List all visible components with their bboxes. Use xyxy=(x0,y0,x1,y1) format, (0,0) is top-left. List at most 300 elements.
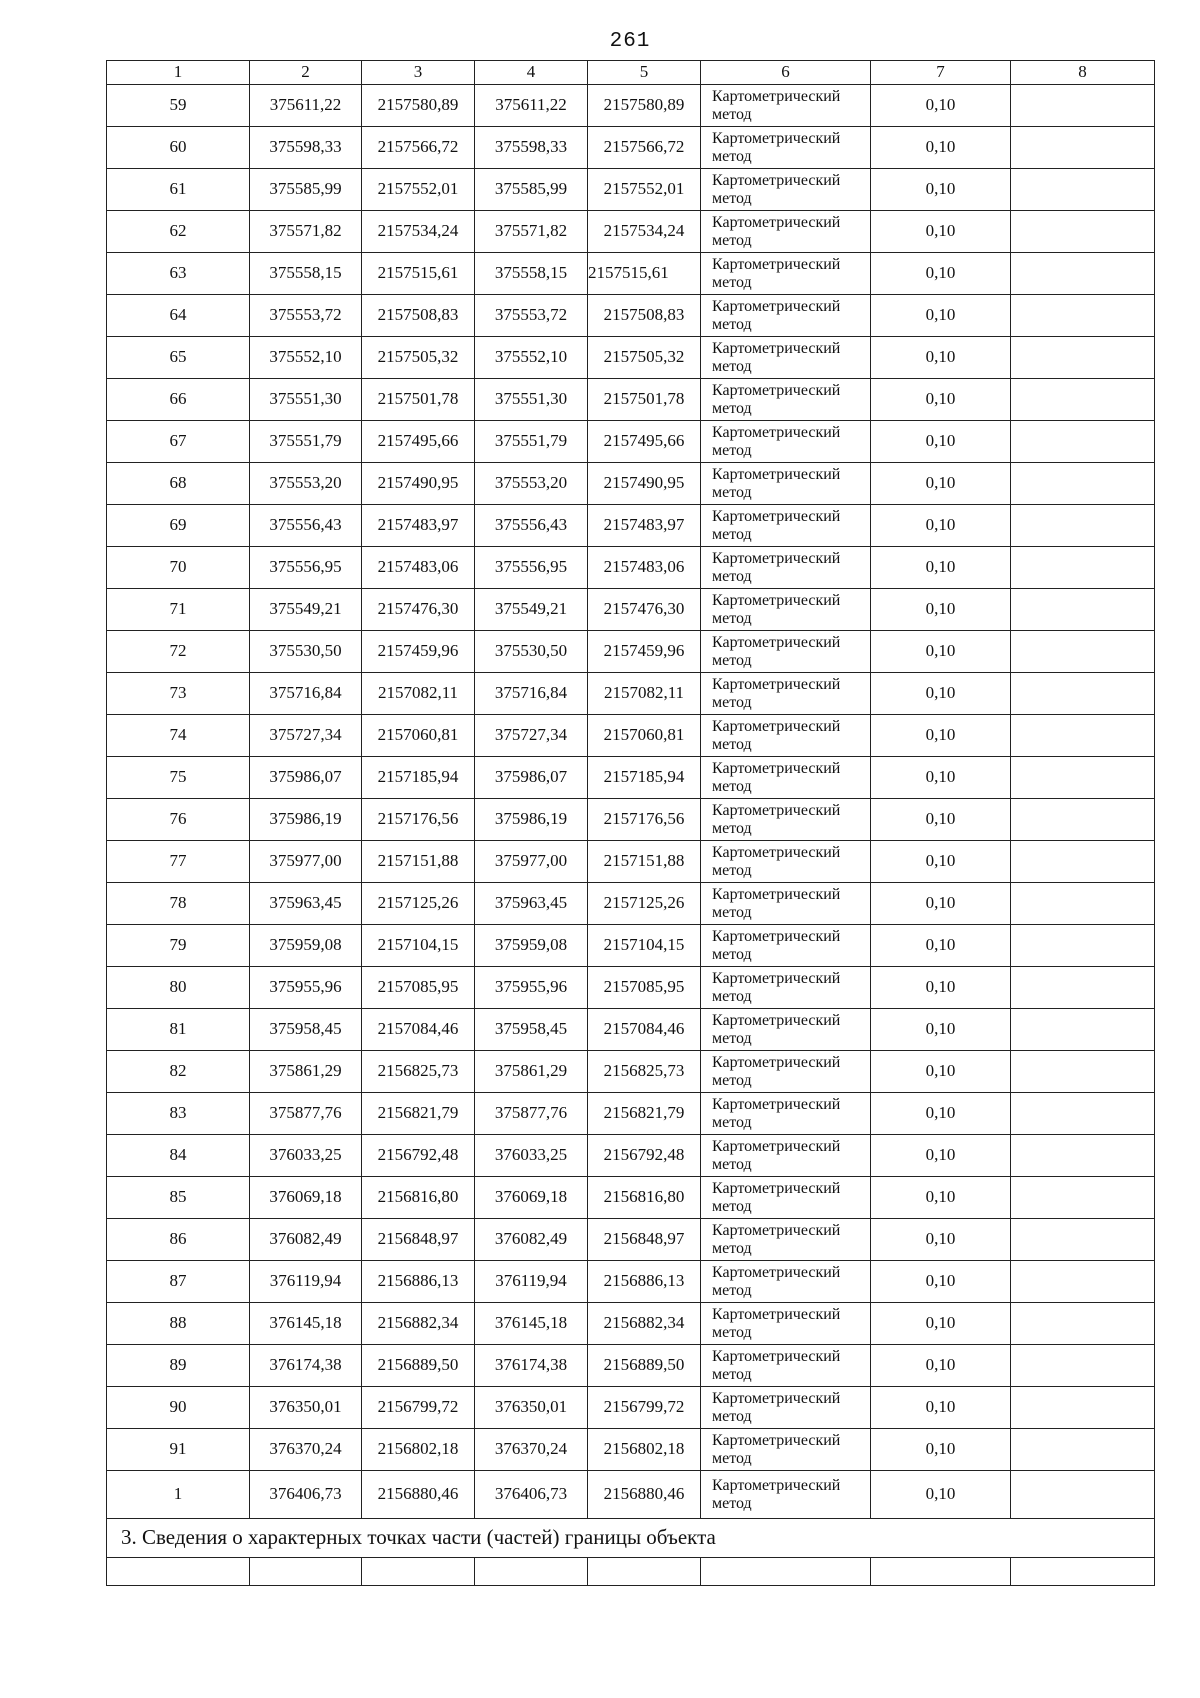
refined-y-cell: 2157176,56 xyxy=(588,799,701,841)
refined-x-cell: 375553,20 xyxy=(475,463,588,505)
method-cell xyxy=(701,925,871,967)
method-line-1: Картометрический xyxy=(712,843,841,861)
method-line-2: метод xyxy=(712,1449,752,1467)
point-number-cell: 66 xyxy=(107,379,250,421)
refined-y-cell: 2157459,96 xyxy=(588,631,701,673)
accuracy-cell: 0,10 xyxy=(871,1051,1011,1093)
column-header-1: 1 xyxy=(107,61,250,85)
description-cell xyxy=(1011,1387,1155,1429)
column-header-2: 2 xyxy=(250,61,362,85)
refined-x-cell: 375611,22 xyxy=(475,85,588,127)
method-line-2: метод xyxy=(712,1407,752,1425)
description-cell xyxy=(1011,1303,1155,1345)
existing-x-cell: 375585,99 xyxy=(250,169,362,211)
description-cell xyxy=(1011,1471,1155,1519)
existing-x-cell: 376350,01 xyxy=(250,1387,362,1429)
refined-x-cell: 375585,99 xyxy=(475,169,588,211)
method-cell xyxy=(701,1009,871,1051)
existing-x-cell: 376069,18 xyxy=(250,1177,362,1219)
accuracy-cell: 0,10 xyxy=(871,505,1011,547)
table-row xyxy=(107,547,1155,589)
point-number-cell: 1 xyxy=(107,1471,250,1519)
existing-y-cell: 2157566,72 xyxy=(362,127,475,169)
method-line-1: Картометрический xyxy=(712,1389,841,1407)
refined-x-cell: 375549,21 xyxy=(475,589,588,631)
refined-x-cell: 375955,96 xyxy=(475,967,588,1009)
table-row xyxy=(107,841,1155,883)
accuracy-cell: 0,10 xyxy=(871,1219,1011,1261)
method-line-1: Картометрический xyxy=(712,423,841,441)
table-row xyxy=(107,757,1155,799)
existing-y-cell: 2156889,50 xyxy=(362,1345,475,1387)
refined-x-cell: 375877,76 xyxy=(475,1093,588,1135)
method-line-1: Картометрический xyxy=(712,1347,841,1365)
existing-x-cell: 375963,45 xyxy=(250,883,362,925)
refined-y-cell: 2157501,78 xyxy=(588,379,701,421)
column-header-6: 6 xyxy=(701,61,871,85)
method-line-1: Картометрический xyxy=(712,1476,841,1494)
method-cell xyxy=(701,1219,871,1261)
existing-x-cell: 375556,43 xyxy=(250,505,362,547)
table-row xyxy=(107,925,1155,967)
existing-y-cell: 2157552,01 xyxy=(362,169,475,211)
description-cell xyxy=(1011,673,1155,715)
method-cell xyxy=(701,799,871,841)
existing-x-cell: 375986,07 xyxy=(250,757,362,799)
method-line-2: метод xyxy=(712,567,752,585)
existing-x-cell: 375611,22 xyxy=(250,85,362,127)
existing-x-cell: 375727,34 xyxy=(250,715,362,757)
accuracy-cell: 0,10 xyxy=(871,631,1011,673)
point-number-cell: 72 xyxy=(107,631,250,673)
method-cell xyxy=(701,211,871,253)
existing-x-cell: 376370,24 xyxy=(250,1429,362,1471)
refined-y-cell: 2157508,83 xyxy=(588,295,701,337)
existing-x-cell: 375549,21 xyxy=(250,589,362,631)
point-number-cell: 91 xyxy=(107,1429,250,1471)
refined-y-cell: 2157151,88 xyxy=(588,841,701,883)
accuracy-cell: 0,10 xyxy=(871,757,1011,799)
method-cell xyxy=(701,589,871,631)
refined-x-cell: 375571,82 xyxy=(475,211,588,253)
method-line-1: Картометрический xyxy=(712,675,841,693)
description-cell xyxy=(1011,127,1155,169)
refined-x-cell: 375716,84 xyxy=(475,673,588,715)
existing-y-cell: 2156886,13 xyxy=(362,1261,475,1303)
existing-x-cell: 375861,29 xyxy=(250,1051,362,1093)
method-line-1: Картометрический xyxy=(712,255,841,273)
method-cell xyxy=(701,883,871,925)
description-cell xyxy=(1011,631,1155,673)
existing-y-cell: 2157060,81 xyxy=(362,715,475,757)
point-number-cell: 74 xyxy=(107,715,250,757)
method-cell xyxy=(701,1093,871,1135)
empty-cell xyxy=(107,1558,250,1586)
column-header-3: 3 xyxy=(362,61,475,85)
table-row xyxy=(107,1219,1155,1261)
existing-y-cell: 2156821,79 xyxy=(362,1093,475,1135)
method-cell xyxy=(701,1051,871,1093)
existing-y-cell: 2157084,46 xyxy=(362,1009,475,1051)
table-row xyxy=(107,1009,1155,1051)
refined-x-cell: 375598,33 xyxy=(475,127,588,169)
method-cell xyxy=(701,1345,871,1387)
method-cell xyxy=(701,421,871,463)
description-cell xyxy=(1011,841,1155,883)
description-cell xyxy=(1011,883,1155,925)
method-cell xyxy=(701,1303,871,1345)
existing-y-cell: 2157501,78 xyxy=(362,379,475,421)
point-number-cell: 71 xyxy=(107,589,250,631)
refined-y-cell: 2156880,46 xyxy=(588,1471,701,1519)
accuracy-cell: 0,10 xyxy=(871,883,1011,925)
point-number-cell: 79 xyxy=(107,925,250,967)
existing-y-cell: 2157176,56 xyxy=(362,799,475,841)
method-line-1: Картометрический xyxy=(712,549,841,567)
accuracy-cell: 0,10 xyxy=(871,799,1011,841)
existing-y-cell: 2156880,46 xyxy=(362,1471,475,1519)
method-line-1: Картометрический xyxy=(712,1011,841,1029)
point-number-cell: 73 xyxy=(107,673,250,715)
refined-y-cell: 2157552,01 xyxy=(588,169,701,211)
existing-y-cell: 2157580,89 xyxy=(362,85,475,127)
accuracy-cell: 0,10 xyxy=(871,715,1011,757)
empty-cell xyxy=(475,1558,588,1586)
existing-x-cell: 375551,79 xyxy=(250,421,362,463)
method-line-2: метод xyxy=(712,1029,752,1047)
method-cell xyxy=(701,1471,871,1519)
refined-x-cell: 375551,79 xyxy=(475,421,588,463)
existing-x-cell: 375958,45 xyxy=(250,1009,362,1051)
method-cell xyxy=(701,1387,871,1429)
empty-cell xyxy=(1011,1558,1155,1586)
existing-x-cell: 375553,20 xyxy=(250,463,362,505)
existing-y-cell: 2157476,30 xyxy=(362,589,475,631)
method-line-2: метод xyxy=(712,441,752,459)
accuracy-cell: 0,10 xyxy=(871,1471,1011,1519)
description-cell xyxy=(1011,253,1155,295)
refined-y-cell: 2156889,50 xyxy=(588,1345,701,1387)
method-line-1: Картометрический xyxy=(712,1179,841,1197)
existing-x-cell: 376033,25 xyxy=(250,1135,362,1177)
refined-y-cell: 2157104,15 xyxy=(588,925,701,967)
method-cell xyxy=(701,1135,871,1177)
refined-y-cell: 2156882,34 xyxy=(588,1303,701,1345)
accuracy-cell: 0,10 xyxy=(871,421,1011,463)
refined-y-cell: 2157082,11 xyxy=(588,673,701,715)
refined-y-cell: 2157490,95 xyxy=(588,463,701,505)
method-line-1: Картометрический xyxy=(712,1263,841,1281)
table-row xyxy=(107,505,1155,547)
existing-x-cell: 375977,00 xyxy=(250,841,362,883)
accuracy-cell: 0,10 xyxy=(871,967,1011,1009)
method-line-2: метод xyxy=(712,105,752,123)
description-cell xyxy=(1011,1429,1155,1471)
refined-x-cell: 376082,49 xyxy=(475,1219,588,1261)
description-cell xyxy=(1011,505,1155,547)
point-number-cell: 76 xyxy=(107,799,250,841)
method-line-2: метод xyxy=(712,1197,752,1215)
empty-row xyxy=(107,1558,1155,1586)
accuracy-cell: 0,10 xyxy=(871,1093,1011,1135)
table-row xyxy=(107,463,1155,505)
accuracy-cell: 0,10 xyxy=(871,85,1011,127)
point-number-cell: 69 xyxy=(107,505,250,547)
method-line-2: метод xyxy=(712,945,752,963)
refined-y-cell: 2157476,30 xyxy=(588,589,701,631)
refined-x-cell: 375530,50 xyxy=(475,631,588,673)
table-row xyxy=(107,1303,1155,1345)
accuracy-cell: 0,10 xyxy=(871,1009,1011,1051)
method-cell xyxy=(701,1429,871,1471)
method-line-2: метод xyxy=(712,147,752,165)
existing-x-cell: 375553,72 xyxy=(250,295,362,337)
method-line-1: Картометрический xyxy=(712,633,841,651)
existing-y-cell: 2157505,32 xyxy=(362,337,475,379)
method-line-1: Картометрический xyxy=(712,465,841,483)
method-line-1: Картометрический xyxy=(712,87,841,105)
method-line-1: Картометрический xyxy=(712,969,841,987)
empty-cell xyxy=(250,1558,362,1586)
method-line-1: Картометрический xyxy=(712,885,841,903)
method-line-1: Картометрический xyxy=(712,1053,841,1071)
table-row xyxy=(107,1093,1155,1135)
accuracy-cell: 0,10 xyxy=(871,841,1011,883)
existing-x-cell: 375716,84 xyxy=(250,673,362,715)
description-cell xyxy=(1011,547,1155,589)
refined-x-cell: 375959,08 xyxy=(475,925,588,967)
accuracy-cell: 0,10 xyxy=(871,463,1011,505)
table-row xyxy=(107,631,1155,673)
method-line-2: метод xyxy=(712,651,752,669)
point-number-cell: 65 xyxy=(107,337,250,379)
description-cell xyxy=(1011,799,1155,841)
method-line-2: метод xyxy=(712,1494,752,1512)
method-cell xyxy=(701,127,871,169)
existing-x-cell: 376082,49 xyxy=(250,1219,362,1261)
table-row xyxy=(107,1135,1155,1177)
refined-y-cell: 2156816,80 xyxy=(588,1177,701,1219)
description-cell xyxy=(1011,1093,1155,1135)
method-line-1: Картометрический xyxy=(712,339,841,357)
accuracy-cell: 0,10 xyxy=(871,547,1011,589)
existing-y-cell: 2157082,11 xyxy=(362,673,475,715)
refined-y-cell: 2156799,72 xyxy=(588,1387,701,1429)
method-line-2: метод xyxy=(712,987,752,1005)
existing-x-cell: 375877,76 xyxy=(250,1093,362,1135)
empty-cell xyxy=(588,1558,701,1586)
existing-y-cell: 2156816,80 xyxy=(362,1177,475,1219)
column-number-row xyxy=(107,61,1155,85)
column-header-7: 7 xyxy=(871,61,1011,85)
table-row xyxy=(107,799,1155,841)
method-cell xyxy=(701,757,871,799)
point-number-cell: 63 xyxy=(107,253,250,295)
table-row xyxy=(107,379,1155,421)
accuracy-cell: 0,10 xyxy=(871,1177,1011,1219)
existing-x-cell: 375551,30 xyxy=(250,379,362,421)
method-line-2: метод xyxy=(712,693,752,711)
refined-y-cell: 2157534,24 xyxy=(588,211,701,253)
description-cell xyxy=(1011,421,1155,463)
existing-y-cell: 2156825,73 xyxy=(362,1051,475,1093)
column-header-5: 5 xyxy=(588,61,701,85)
method-line-1: Картометрический xyxy=(712,213,841,231)
column-header-8: 8 xyxy=(1011,61,1155,85)
method-line-2: метод xyxy=(712,1155,752,1173)
method-cell xyxy=(701,841,871,883)
point-number-cell: 84 xyxy=(107,1135,250,1177)
method-line-2: метод xyxy=(712,1281,752,1299)
method-line-1: Картометрический xyxy=(712,591,841,609)
table-row xyxy=(107,1051,1155,1093)
point-number-cell: 70 xyxy=(107,547,250,589)
section-heading: 3. Сведения о характерных точках части (частей) границы объекта xyxy=(107,1519,1155,1558)
point-number-cell: 68 xyxy=(107,463,250,505)
table-row xyxy=(107,715,1155,757)
method-cell xyxy=(701,673,871,715)
coordinates-table-body xyxy=(107,61,1155,1586)
method-cell xyxy=(701,295,871,337)
description-cell xyxy=(1011,925,1155,967)
accuracy-cell: 0,10 xyxy=(871,127,1011,169)
accuracy-cell: 0,10 xyxy=(871,1429,1011,1471)
method-line-1: Картометрический xyxy=(712,1305,841,1323)
refined-y-cell: 2157060,81 xyxy=(588,715,701,757)
existing-x-cell: 375955,96 xyxy=(250,967,362,1009)
existing-y-cell: 2157125,26 xyxy=(362,883,475,925)
table-row xyxy=(107,1345,1155,1387)
existing-x-cell: 375986,19 xyxy=(250,799,362,841)
refined-y-cell: 2157085,95 xyxy=(588,967,701,1009)
refined-x-cell: 375558,15 xyxy=(475,253,588,295)
point-number-cell: 67 xyxy=(107,421,250,463)
table-row xyxy=(107,169,1155,211)
method-cell xyxy=(701,547,871,589)
point-number-cell: 77 xyxy=(107,841,250,883)
method-cell xyxy=(701,337,871,379)
method-cell xyxy=(701,967,871,1009)
existing-y-cell: 2156802,18 xyxy=(362,1429,475,1471)
existing-x-cell: 376406,73 xyxy=(250,1471,362,1519)
refined-x-cell: 375552,10 xyxy=(475,337,588,379)
existing-y-cell: 2157508,83 xyxy=(362,295,475,337)
refined-y-cell: 2157483,97 xyxy=(588,505,701,547)
accuracy-cell: 0,10 xyxy=(871,1261,1011,1303)
point-number-cell: 83 xyxy=(107,1093,250,1135)
method-line-2: метод xyxy=(712,315,752,333)
refined-x-cell: 376119,94 xyxy=(475,1261,588,1303)
method-line-1: Картометрический xyxy=(712,171,841,189)
point-number-cell: 87 xyxy=(107,1261,250,1303)
refined-x-cell: 375977,00 xyxy=(475,841,588,883)
existing-y-cell: 2157185,94 xyxy=(362,757,475,799)
existing-x-cell: 376119,94 xyxy=(250,1261,362,1303)
method-line-1: Картометрический xyxy=(712,801,841,819)
method-cell xyxy=(701,1177,871,1219)
description-cell xyxy=(1011,967,1155,1009)
table-row xyxy=(107,1471,1155,1519)
method-line-2: метод xyxy=(712,861,752,879)
existing-y-cell: 2156792,48 xyxy=(362,1135,475,1177)
method-line-1: Картометрический xyxy=(712,1137,841,1155)
existing-y-cell: 2157104,15 xyxy=(362,925,475,967)
description-cell xyxy=(1011,211,1155,253)
refined-y-cell: 2156848,97 xyxy=(588,1219,701,1261)
table-row xyxy=(107,85,1155,127)
method-line-2: метод xyxy=(712,189,752,207)
refined-y-cell: 2156792,48 xyxy=(588,1135,701,1177)
point-number-cell: 62 xyxy=(107,211,250,253)
table-row xyxy=(107,1177,1155,1219)
method-line-2: метод xyxy=(712,231,752,249)
refined-x-cell: 375556,95 xyxy=(475,547,588,589)
method-line-2: метод xyxy=(712,1071,752,1089)
empty-cell xyxy=(362,1558,475,1586)
refined-y-cell: 2157566,72 xyxy=(588,127,701,169)
table-row xyxy=(107,1429,1155,1471)
description-cell xyxy=(1011,85,1155,127)
column-header-4: 4 xyxy=(475,61,588,85)
existing-y-cell: 2157490,95 xyxy=(362,463,475,505)
description-cell xyxy=(1011,757,1155,799)
method-line-1: Картометрический xyxy=(712,1221,841,1239)
table-row xyxy=(107,253,1155,295)
refined-y-cell: 2157125,26 xyxy=(588,883,701,925)
accuracy-cell: 0,10 xyxy=(871,1303,1011,1345)
method-cell xyxy=(701,1261,871,1303)
existing-y-cell: 2156882,34 xyxy=(362,1303,475,1345)
existing-x-cell: 375571,82 xyxy=(250,211,362,253)
point-number-cell: 88 xyxy=(107,1303,250,1345)
description-cell xyxy=(1011,169,1155,211)
description-cell xyxy=(1011,1261,1155,1303)
point-number-cell: 90 xyxy=(107,1387,250,1429)
refined-y-cell: 2156886,13 xyxy=(588,1261,701,1303)
method-line-2: метод xyxy=(712,1365,752,1383)
existing-y-cell: 2157483,97 xyxy=(362,505,475,547)
refined-x-cell: 376033,25 xyxy=(475,1135,588,1177)
refined-y-cell: 2157515,61 xyxy=(588,253,701,295)
method-line-1: Картометрический xyxy=(712,1431,841,1449)
point-number-cell: 80 xyxy=(107,967,250,1009)
accuracy-cell: 0,10 xyxy=(871,925,1011,967)
point-number-cell: 59 xyxy=(107,85,250,127)
point-number-cell: 78 xyxy=(107,883,250,925)
method-cell xyxy=(701,463,871,505)
table-row xyxy=(107,673,1155,715)
existing-y-cell: 2157483,06 xyxy=(362,547,475,589)
existing-x-cell: 375556,95 xyxy=(250,547,362,589)
existing-x-cell: 375530,50 xyxy=(250,631,362,673)
refined-x-cell: 375553,72 xyxy=(475,295,588,337)
refined-x-cell: 376174,38 xyxy=(475,1345,588,1387)
refined-y-cell: 2157505,32 xyxy=(588,337,701,379)
existing-x-cell: 376174,38 xyxy=(250,1345,362,1387)
refined-y-cell: 2157185,94 xyxy=(588,757,701,799)
table-row xyxy=(107,211,1155,253)
description-cell xyxy=(1011,1009,1155,1051)
table-row xyxy=(107,421,1155,463)
method-cell xyxy=(701,169,871,211)
method-line-2: метод xyxy=(712,735,752,753)
existing-y-cell: 2157151,88 xyxy=(362,841,475,883)
method-line-1: Картометрический xyxy=(712,507,841,525)
existing-x-cell: 375558,15 xyxy=(250,253,362,295)
method-line-2: метод xyxy=(712,819,752,837)
method-cell xyxy=(701,715,871,757)
refined-y-cell: 2157495,66 xyxy=(588,421,701,463)
